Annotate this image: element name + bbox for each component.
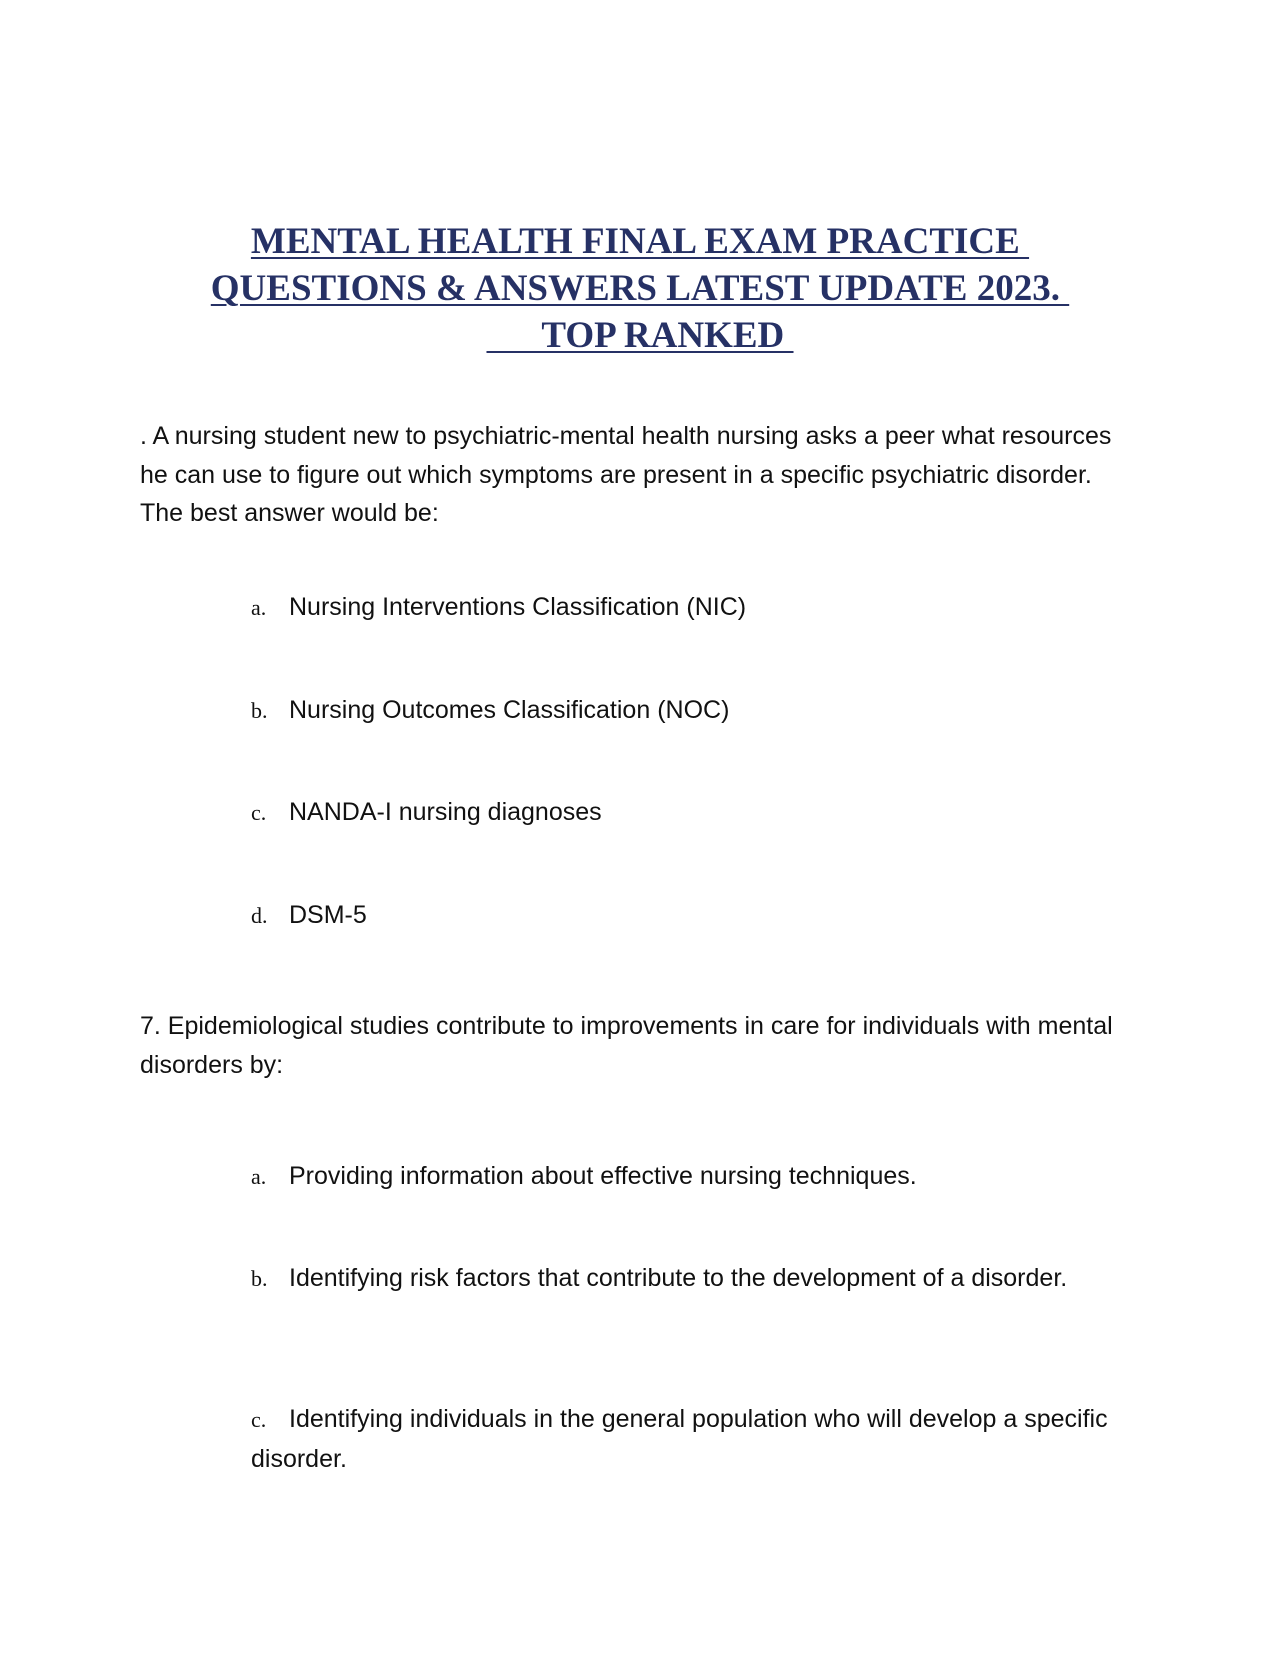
- answer-option: [251, 691, 1121, 731]
- answer-option: [251, 793, 1121, 833]
- document-title: [140, 218, 1140, 359]
- answer-option: [251, 1400, 1121, 1478]
- option-letter: a.: [251, 1164, 267, 1189]
- title-line-3: TOP RANKED: [486, 315, 794, 356]
- option-text: Nursing Outcomes Classification (NOC): [289, 696, 730, 724]
- option-text: DSM-5: [289, 901, 367, 929]
- option-letter: c.: [251, 800, 267, 825]
- answer-option: [251, 588, 1121, 628]
- answer-option: [251, 1259, 1121, 1299]
- option-text: Identifying risk factors that contribute to the development of a disorder.: [289, 1264, 1068, 1292]
- option-letter: d.: [251, 903, 268, 928]
- option-text: Identifying individuals in the general population who will develop a specific disorder.: [251, 1405, 1108, 1473]
- option-text: Providing information about effective nursing techniques.: [289, 1162, 917, 1190]
- title-line-2: QUESTIONS & ANSWERS LATEST UPDATE 2023.: [210, 268, 1070, 309]
- option-text: Nursing Interventions Classification (NIC): [289, 593, 747, 621]
- option-letter: a.: [251, 595, 267, 620]
- option-letter: c.: [251, 1407, 267, 1432]
- answer-option: [251, 1157, 1121, 1197]
- question-text: . A nursing student new to psychiatric-mental health nursing asks a peer what resources he can use to figure out which symptoms are present in a specific psychiatric disorder. The best answer would be:: [140, 422, 1112, 527]
- option-text: NANDA-I nursing diagnoses: [289, 798, 602, 826]
- title-line-1: MENTAL HEALTH FINAL EXAM PRACTICE: [250, 221, 1030, 262]
- option-letter: b.: [251, 1266, 268, 1291]
- question-text: 7. Epidemiological studies contribute to improvements in care for individuals with mental disorders by:: [140, 1012, 1113, 1079]
- answer-option: [251, 896, 1121, 936]
- option-letter: b.: [251, 698, 268, 723]
